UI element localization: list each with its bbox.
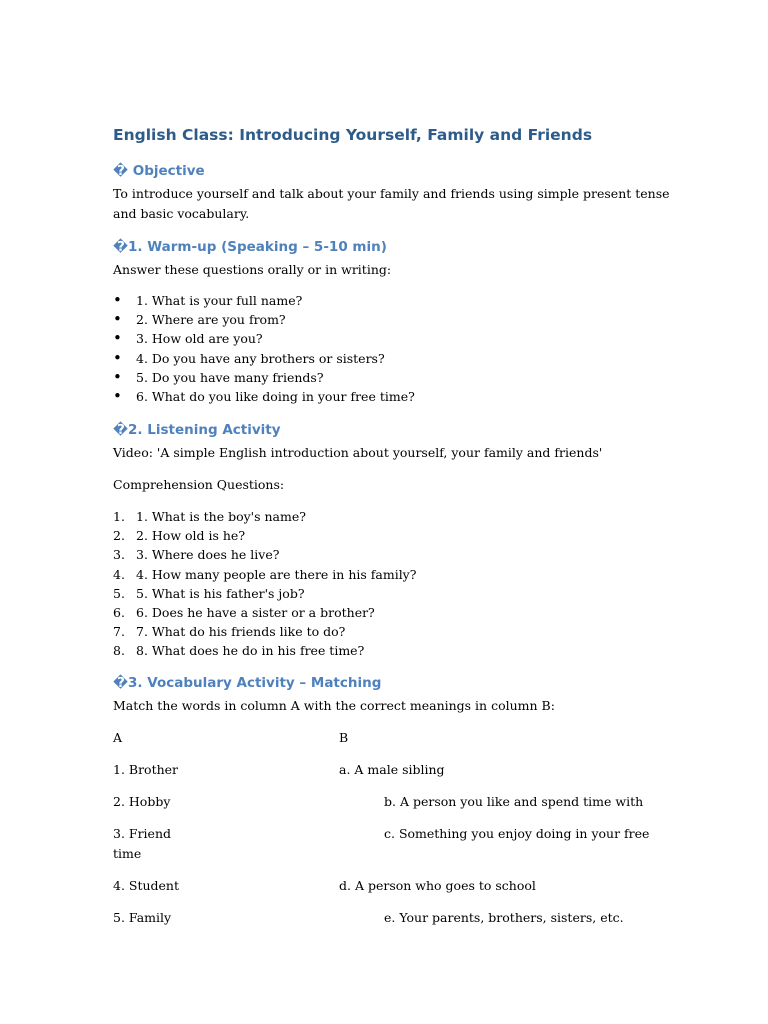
bullet-marker: • [113, 386, 122, 405]
list-item-text: 5. What is his father's job? [136, 585, 305, 601]
document-page [113, 0, 673, 1024]
match-word: 5. Family [113, 910, 172, 925]
number-marker: 3. [113, 547, 125, 563]
bullet-marker: • [113, 310, 122, 329]
match-meaning: e. Your parents, brothers, sisters, etc. [384, 910, 624, 925]
list-item-text: 3. Where does he live? [136, 547, 280, 563]
list-item-text: 6. Does he have a sister or a brother? [136, 604, 375, 620]
match-word: 2. Hobby [113, 794, 171, 809]
warmup-heading: �1. Warm-up (Speaking – 5-10 min) [113, 239, 387, 255]
match-word: 3. Friend [113, 826, 171, 841]
number-marker: 4. [113, 566, 125, 582]
number-marker: 5. [113, 585, 125, 601]
list-item-text: 3. How old are you? [136, 331, 263, 347]
match-word: 4. Student [113, 878, 180, 893]
list-item-text: 2. Where are you from? [136, 312, 286, 328]
column-b-header: B [339, 730, 349, 745]
list-item-text: 1. What is the boy's name? [136, 509, 306, 524]
match-meaning: b. A person you like and spend time with [384, 794, 644, 809]
column-a-header: A [113, 730, 123, 745]
document-title: English Class: Introducing Yourself, Family and Friends [113, 126, 593, 144]
bullet-marker: • [113, 329, 122, 348]
vocabulary-heading: �3. Vocabulary Activity – Matching [113, 675, 382, 691]
list-item-text: 6. What do you like doing in your free time? [136, 388, 415, 404]
list-item-text: 8. What does he do in his free time? [136, 643, 365, 659]
number-marker: 1. [113, 509, 125, 524]
listening-video: Video: 'A simple English introduction about yourself, your family and friends' [113, 445, 603, 460]
objective-text: To introduce yourself and talk about your family and friends using simple present tense and basic vocabulary. [113, 186, 670, 221]
number-marker: 2. [113, 528, 125, 544]
warmup-intro: Answer these questions orally or in writing: [113, 262, 392, 277]
list-item-text: 4. How many people are there in his family? [136, 566, 417, 582]
number-marker: 8. [113, 643, 125, 659]
list-item-text: 1. What is your full name? [136, 293, 303, 308]
listening-heading: �2. Listening Activity [113, 422, 281, 438]
number-marker: 7. [113, 624, 125, 640]
objective-heading: � Objective [113, 163, 205, 179]
match-word: 1. Brother [113, 762, 179, 777]
list-item-text: 2. How old is he? [136, 528, 246, 544]
list-item-text: 7. What do his friends like to do? [136, 624, 346, 640]
bullet-marker: • [113, 367, 122, 386]
match-meaning: a. A male sibling [339, 762, 445, 777]
list-item-text: 5. Do you have many friends? [136, 369, 324, 385]
comprehension-label: Comprehension Questions: [113, 477, 285, 492]
list-item-text: 4. Do you have any brothers or sisters? [136, 350, 385, 366]
bullet-marker: • [113, 291, 122, 309]
bullet-marker: • [113, 348, 122, 367]
match-meaning: d. A person who goes to school [339, 878, 536, 893]
match-meaning: c. Something you enjoy doing in your free [384, 826, 650, 841]
vocabulary-intro: Match the words in column A with the correct meanings in column B: [113, 698, 555, 713]
match-meaning-wrap: time [113, 846, 142, 861]
number-marker: 6. [113, 604, 125, 620]
